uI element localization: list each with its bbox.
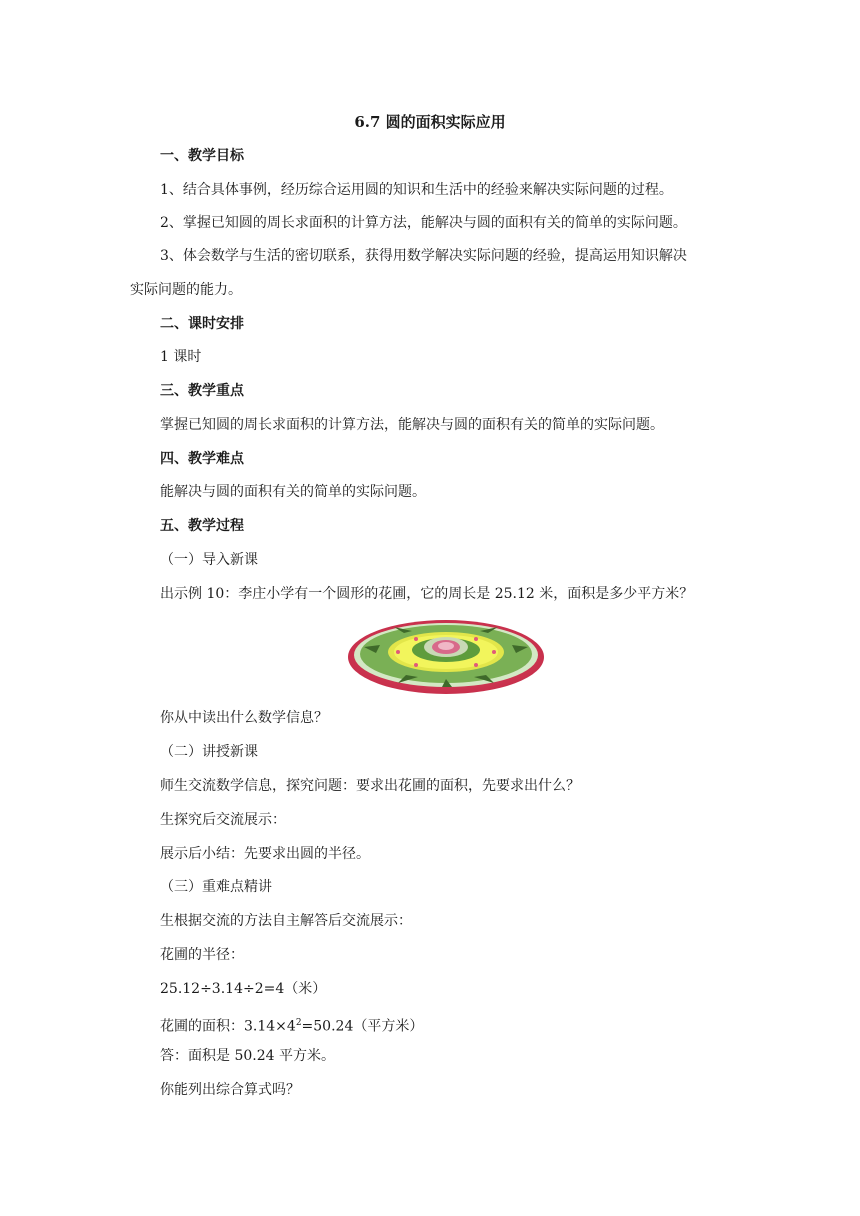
radius-label: 花圃的半径： <box>160 947 244 963</box>
exchange-text: 师生交流数学信息，探究问题：要求出花圃的面积，先要求出什么？ <box>160 778 580 794</box>
subheading-intro: （一）导入新课 <box>160 552 258 568</box>
objective-2: 2、掌握已知圆的周长求面积的计算方法，能解决与圆的面积有关的简单的实际问题。 <box>160 215 687 231</box>
subheading-key-explanation: （三）重难点精讲 <box>160 879 272 895</box>
section-heading-key-points: 三、教学重点 <box>160 383 244 399</box>
example-problem: 出示例 10：李庄小学有一个圆形的花圃，它的周长是 25.12 米，面积是多少平方米？ <box>160 586 694 602</box>
objective-1: 1、结合具体事例，经历综合运用圆的知识和生活中的经验来解决实际问题的过程。 <box>160 182 673 198</box>
area-calculation <box>160 1013 423 1037</box>
document-title: 6.7 圆的面积实际应用 <box>354 113 506 131</box>
solve-text: 生根据交流的方法自主解答后交流展示： <box>160 913 412 929</box>
flower-bed-image <box>346 617 546 697</box>
question-info: 你从中读出什么数学信息？ <box>160 710 328 726</box>
section-heading-process: 五、教学过程 <box>160 518 244 534</box>
area-calculation-part2: =50.24（平方米） <box>301 1018 424 1035</box>
section-heading-difficulties: 四、教学难点 <box>160 451 244 467</box>
section-heading-schedule: 二、课时安排 <box>160 316 244 332</box>
combined-formula-question: 你能列出综合算式吗？ <box>160 1082 300 1098</box>
section-heading-objectives: 一、教学目标 <box>160 148 244 164</box>
summary-text: 展示后小结：先要求出圆的半径。 <box>160 846 370 862</box>
difficulties-text: 能解决与圆的面积有关的简单的实际问题。 <box>160 484 426 500</box>
objective-3-line2: 实际问题的能力。 <box>130 282 242 298</box>
radius-calculation: 25.12÷3.14÷2=4（米） <box>160 981 327 997</box>
area-calculation-exponent: 2 <box>295 1018 302 1028</box>
key-points-text: 掌握已知圆的周长求面积的计算方法，能解决与圆的面积有关的简单的实际问题。 <box>160 417 664 433</box>
answer-text: 答：面积是 50.24 平方米。 <box>160 1048 335 1064</box>
subheading-new-lesson: （二）讲授新课 <box>160 744 258 760</box>
area-calculation-part1: 花圃的面积：3.14×4 <box>160 1018 296 1035</box>
schedule-text: 1 课时 <box>160 349 202 365</box>
objective-3-line1: 3、体会数学与生活的密切联系，获得用数学解决实际问题的经验，提高运用知识解决 <box>160 248 687 264</box>
explore-text: 生探究后交流展示： <box>160 812 286 828</box>
